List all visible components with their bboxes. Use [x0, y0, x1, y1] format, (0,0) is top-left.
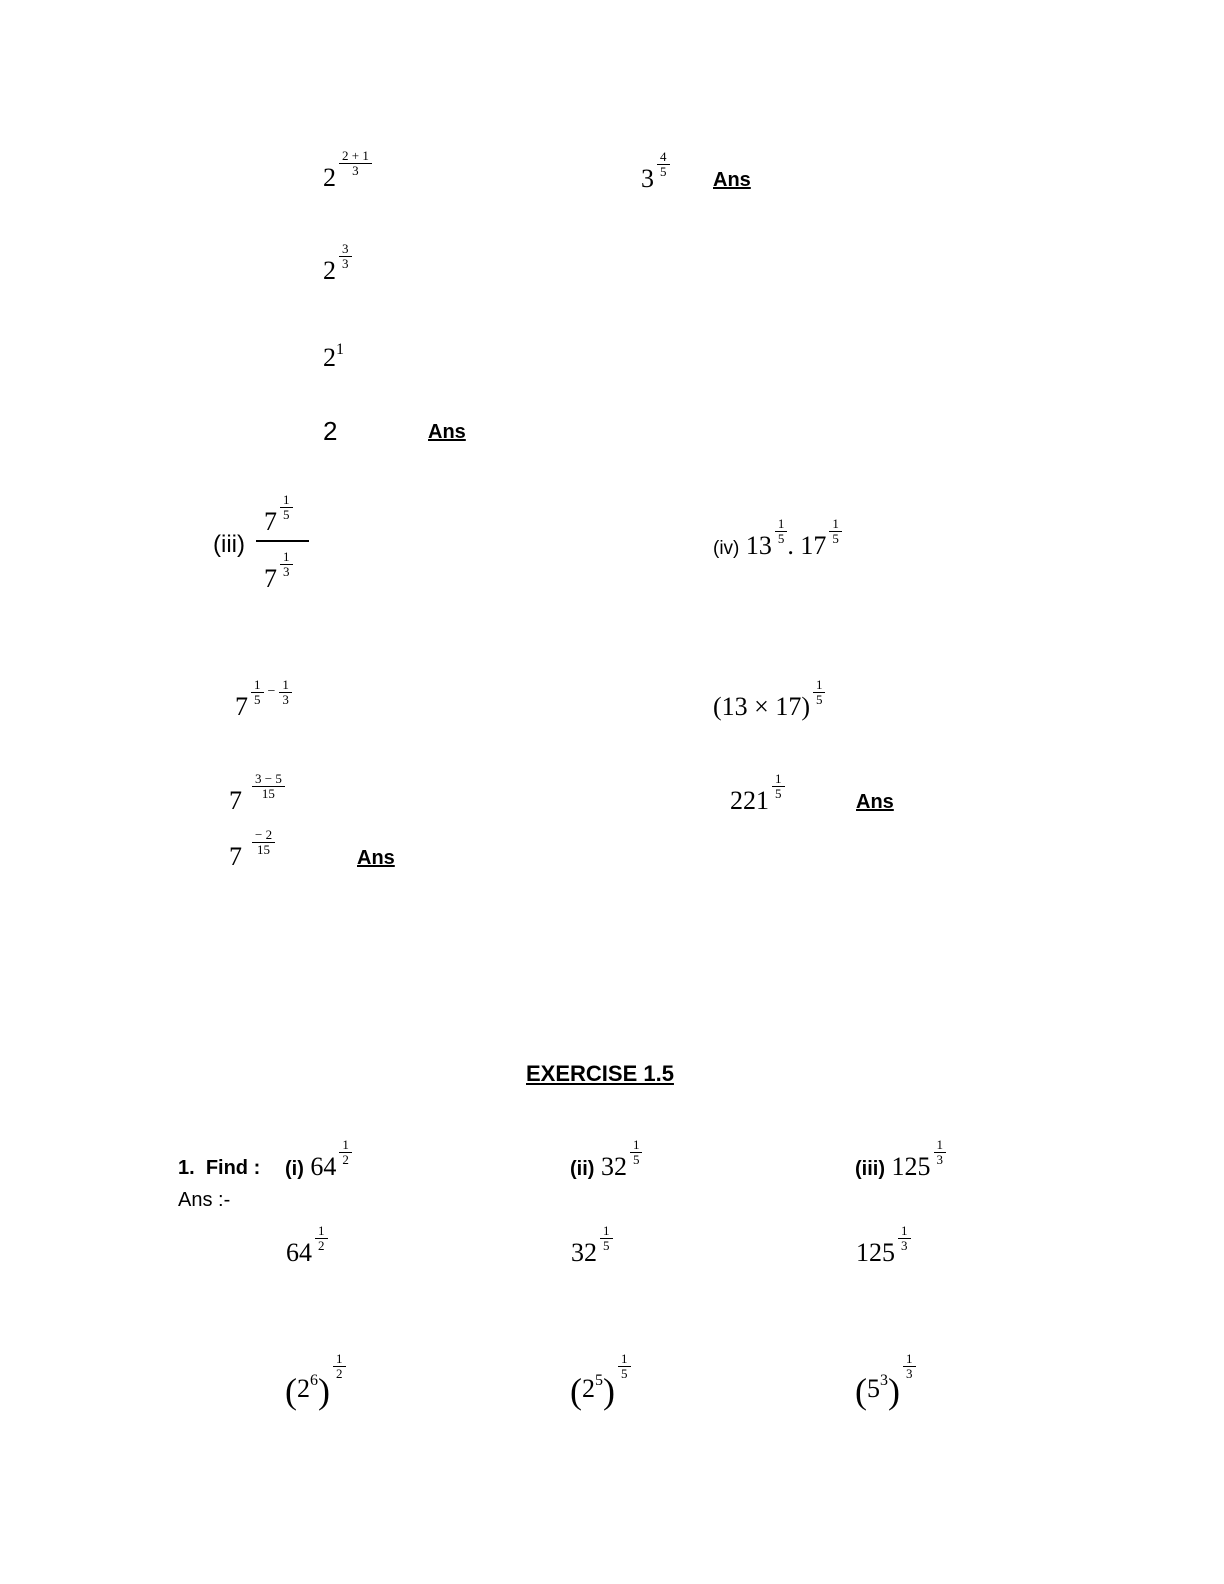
numerator: 1 [280, 550, 293, 565]
exponent: 3 [880, 1372, 888, 1389]
denominator: 5 [832, 531, 839, 546]
exponent-fraction [280, 493, 293, 522]
part-label: (iv) [713, 538, 740, 559]
base: 2 [323, 163, 336, 192]
exponent-fraction [657, 150, 670, 179]
denominator: 5 [254, 692, 261, 707]
base: 125 [891, 1152, 931, 1181]
ans-label: Ans [357, 847, 395, 869]
base: 2 [323, 343, 336, 372]
math-expression [235, 677, 292, 723]
question-label: Find : [205, 1157, 261, 1179]
exponent-fraction [618, 1352, 631, 1381]
exponent-fraction [813, 678, 826, 707]
base: 5 [867, 1374, 880, 1403]
base: 64 [286, 1238, 312, 1267]
paren: ) [888, 1371, 900, 1411]
base: 7 [264, 564, 277, 593]
base: (13 × 17) [713, 692, 810, 721]
denominator: 3 [342, 256, 349, 271]
numerator: 1 [903, 1352, 916, 1367]
exponent-fraction [339, 242, 352, 271]
exponent: 1 [336, 341, 344, 358]
math-expression [229, 771, 285, 817]
numerator: 4 [657, 150, 670, 165]
minus-operator: − [267, 684, 276, 699]
denominator: 3 [901, 1238, 908, 1253]
ans-label: Ans [713, 169, 751, 191]
item-label: (iii) [855, 1158, 885, 1180]
numerator: 1 [813, 678, 826, 693]
base: 2 [582, 1374, 595, 1403]
numerator: 1 [775, 517, 788, 532]
question-item [855, 1137, 946, 1183]
exponent-fraction [934, 1138, 947, 1167]
question-item [570, 1137, 642, 1183]
paren: ( [570, 1371, 582, 1411]
base: 221 [730, 786, 769, 815]
denominator: 2 [318, 1238, 325, 1253]
math-expression [570, 1351, 631, 1411]
numerator: 1 [898, 1224, 911, 1239]
numerator: 1 [251, 678, 264, 693]
denominator: 5 [621, 1366, 628, 1381]
numerator: 1 [315, 1224, 328, 1239]
denominator: 5 [815, 692, 823, 707]
math-expression [323, 341, 344, 372]
fraction-denominator [264, 549, 293, 595]
base: 13 [745, 531, 772, 560]
exponent-fraction [772, 772, 785, 801]
math-expression [856, 1223, 911, 1269]
exponent-fraction [829, 517, 842, 546]
denominator: 5 [660, 164, 667, 179]
numerator: 1 [772, 772, 785, 787]
numerator: 1 [279, 678, 292, 693]
exponent-fraction [630, 1138, 643, 1167]
denominator: 5 [283, 507, 290, 522]
exponent-fraction [315, 1224, 328, 1253]
base: 7 [229, 786, 242, 815]
exponent-fraction [333, 1352, 346, 1381]
exponent: 5 [595, 1372, 603, 1389]
paren: ( [285, 1371, 297, 1411]
denominator: 5 [603, 1238, 610, 1253]
base: 2 [297, 1374, 310, 1403]
numerator: 1 [333, 1352, 346, 1367]
item-label: (ii) [570, 1158, 595, 1180]
math-expression [285, 1351, 346, 1411]
numerator: 1 [339, 1138, 352, 1153]
denominator: 5 [775, 786, 782, 801]
denominator: 3 [282, 692, 289, 707]
paren: ) [603, 1371, 615, 1411]
denominator: 5 [777, 531, 785, 546]
exponent: 6 [310, 1372, 318, 1389]
numerator: 1 [600, 1224, 613, 1239]
numerator: 1 [829, 517, 842, 532]
base: 7 [264, 507, 277, 536]
numerator: 2 + 1 [339, 149, 372, 164]
base: 32 [600, 1152, 627, 1181]
paren: ( [855, 1371, 867, 1411]
math-expression [730, 771, 785, 817]
exponent-fraction [280, 550, 293, 579]
base: 2 [323, 256, 336, 285]
math-expression [713, 677, 825, 723]
question-heading [178, 1157, 260, 1180]
exponent-fraction [252, 828, 275, 857]
ans-label: Ans [428, 421, 466, 443]
exponent-fraction [339, 1138, 352, 1167]
paren: ) [318, 1371, 330, 1411]
result-value: 2 [323, 416, 338, 446]
exercise-title: EXERCISE 1.5 [526, 1061, 674, 1086]
math-expression [571, 1223, 613, 1269]
fraction-bar [256, 540, 309, 542]
denominator: 3 [283, 564, 290, 579]
numerator: 1 [618, 1352, 631, 1367]
denominator: 15 [257, 842, 271, 857]
math-expression [713, 516, 842, 562]
denominator: 2 [336, 1366, 343, 1381]
base: 7 [235, 692, 248, 721]
exponent-fraction [903, 1352, 916, 1381]
ans-label: Ans [856, 791, 894, 813]
denominator: 2 [342, 1152, 349, 1167]
exponent-fraction [600, 1224, 613, 1253]
question-number: 1. [178, 1157, 195, 1179]
math-expression [286, 1223, 328, 1269]
math-expression [323, 148, 372, 194]
math-expression [855, 1351, 916, 1411]
fraction-numerator [264, 492, 293, 538]
numerator: 3 − 5 [252, 772, 285, 787]
item-label: (i) [285, 1158, 304, 1180]
numerator: 1 [280, 493, 293, 508]
denominator: 15 [261, 786, 275, 801]
base: 17 [800, 531, 827, 560]
exponent-difference [251, 678, 292, 707]
denominator: 5 [632, 1152, 640, 1167]
ans-label: Ans :- [178, 1189, 231, 1211]
numerator: 1 [934, 1138, 947, 1153]
base: 64 [310, 1152, 337, 1181]
math-expression [229, 827, 275, 873]
numerator: 1 [630, 1138, 643, 1153]
math-expression [641, 149, 670, 195]
numerator: − 2 [252, 828, 275, 843]
multiply-dot: . [787, 531, 794, 560]
numerator: 3 [339, 242, 352, 257]
base: 3 [641, 164, 654, 193]
exponent-fraction [775, 517, 788, 546]
base: 125 [856, 1238, 895, 1267]
math-expression [323, 241, 352, 287]
denominator: 3 [352, 163, 359, 178]
exponent-fraction [252, 772, 285, 801]
denominator: 3 [936, 1152, 943, 1167]
exponent-fraction [898, 1224, 911, 1253]
question-item [285, 1137, 352, 1183]
exponent-fraction [339, 149, 372, 178]
denominator: 3 [906, 1366, 913, 1381]
part-label: (iii) [213, 531, 245, 558]
base: 7 [229, 842, 242, 871]
base: 32 [571, 1238, 597, 1267]
